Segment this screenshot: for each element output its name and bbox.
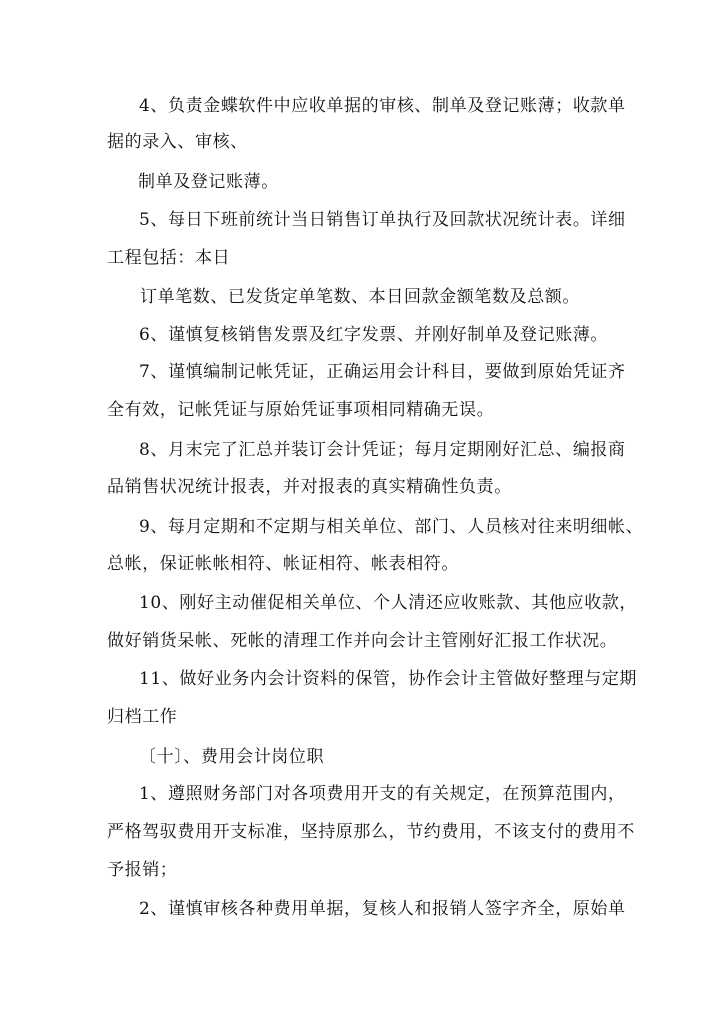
text-line: 工程包括：本日 <box>107 248 231 268</box>
text-line: 1、遵照财务部门对各项费用开支的有关规定，在预算范围内， <box>139 784 626 804</box>
text-line: 6、谨慎复核销售发票及红字发票、并刚好制单及登记账薄。 <box>139 325 609 345</box>
text-line: 7、谨慎编制记帐凭证，正确运用会计科目，要做到原始凭证齐 <box>139 362 626 382</box>
text-line: 予报销； <box>107 860 178 880</box>
text-line: 8、月末完了汇总并装订会计凭证；每月定期刚好汇总、编报商 <box>139 440 626 460</box>
text-line: 据的录入、审核、 <box>107 132 248 152</box>
text-line: 做好销货呆帐、死帐的清理工作并向会计主管刚好汇报工作状况。 <box>107 631 618 651</box>
text-line: 11、做好业务内会计资料的保管，协作会计主管做好整理与定期 <box>139 669 638 689</box>
text-line: 制单及登记账薄。 <box>138 172 279 192</box>
text-line: 总帐，保证帐帐相符、帐证相符、帐表相符。 <box>107 554 459 574</box>
text-line: 10、刚好主动催促相关单位、个人清还应收账款、其他应收款， <box>139 593 638 613</box>
text-line: 5、每日下班前统计当日销售订单执行及回款状况统计表。详细 <box>139 210 626 230</box>
text-line: 2、谨慎审核各种费用单据，复核人和报销人签字齐全，原始单 <box>139 899 626 919</box>
text-line: 全有效，记帐凭证与原始凭证事项相同精确无误。 <box>107 400 495 420</box>
text-line: 4、负责金蝶软件中应收单据的审核、制单及登记账薄；收款单 <box>139 96 626 116</box>
text-line: 订单笔数、已发货定单笔数、本日回款金额笔数及总额。 <box>140 287 580 307</box>
text-line: 9、每月定期和不定期与相关单位、部门、人员核对往来明细帐、 <box>139 517 644 537</box>
text-line: 严格驾驭费用开支标准，坚持原那么，节约费用，不该支付的费用不 <box>107 822 635 842</box>
text-line: 品销售状况统计报表，并对报表的真实精确性负责。 <box>107 477 512 497</box>
section-heading: 〔十〕、费用会计岗位职 <box>139 747 325 767</box>
text-line: 归档工作 <box>107 707 178 727</box>
